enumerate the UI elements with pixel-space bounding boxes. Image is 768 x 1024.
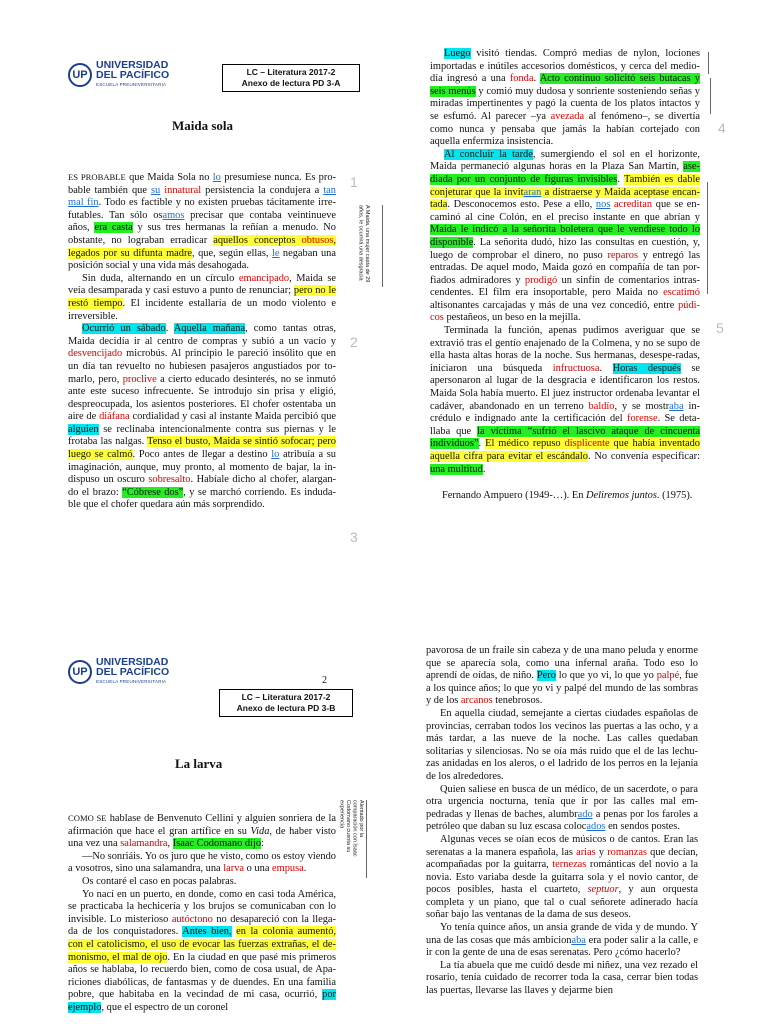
margin-number-4: 4 (718, 120, 726, 136)
margin-number-5: 5 (716, 320, 724, 336)
course-box-3b (219, 689, 353, 717)
story2-body-left: COMO SE hablase de Benvenuto Cellini y alguien sonriera de la afirmación que hace el gran artífice en su Vida, de haber visto una vez una salamandra, Isaac Codomano dijo: —No sonriáis. Yo os juro que he visto, como os estoy viendo a vosotros, sino una salamandra, una larva o una empusa. Os contaré el caso en pocas palabras. Yo nací en un puerto, en donde, como en casi toda América, se practicaba la hechicería y los brujos se comunicaban con lo invisible. Lo misterioso autóctono no desapareció con la llega-da de los conquistadores. Antes bien, en la colonia aumentó, con el catolicismo, el uso de evocar las fuerzas extrañas, el de-monismo, el mal de ojo. En la ciudad en que pasé mis primeros años se hablaba, lo recuerdo bien, como de cosa usual, de Apa-riciones diabólicas, de fantasmas y de duendes. En una familia pobre, que habitaba en la vecindad de mi casa, ocurrió, por ejemplo, que el espectro de un coronel (68, 813, 337, 1013)
logo-line-3: ESCUELA PREUNIVERSITARIA (96, 82, 167, 87)
university-seal-icon-2: UP (68, 660, 92, 684)
logo-line-1: UNIVERSIDAD (96, 59, 169, 71)
story-title-2: La larva (175, 756, 223, 771)
story2-body-right: pavorosa de un fraile sin cabeza y de una mano peluda y enorme que se aparecía sola, como una infernal araña. Todo eso lo aprendí de oídas, de niño. Pero lo que yo vi, lo que yo palpé, fue a los quince años; lo que yo vi y palpé del mundo de las sombras y de los arcanos tenebrosos. En aquella ciudad, semejante a ciertas ciudades españolas de provincias, cerraban todos los vecinos las puertas a las ocho, y a más tardar, a las nueve de la noche. Las calles quedaban solitarias y silenciosas. No se oía más ruido que el de las lechu-zas anidadas en los aleros, o el ladrido de los perros en la lejanía de los alrededores. Quien saliese en busca de un médico, de un sacerdote, o para otra urgencia nocturna, tenía que ir por las calles mal em-pedradas y llenas de baches, alumbrado a penas por los faroles a petróleo que daban su luz escasa colocados en sendos postes. Algunas veces se oían ecos de músicos o de cantos. Eran las serenatas a la manera española, las arias y romanzas que decían, acompañadas por la guitarra, ternezas románticas del novio a la novia. Esto variaba desde la guitarra sola y el novio cantor, de pocos posibles, hasta el cuarteto, septuor, y aun orquesta completa y un piano, que tal o cual señorete adinerado hacía soñar bajo las ventanas de la dama de sus deseos. Yo tenía quince años, un ansia grande de vida y de mundo. Y una de las cosas que más ambicionaba era poder salir a la calle, e ir con la gente de una de esas serenatas. Pero ¿cómo hacerlo? La tía abuela que me cuidó desde mi niñez, una vez rezado el rosario, tenía cuidado de recorrer toda la casa, cerrar bien todas las puertas, llevarse las llaves y dejarme bien (426, 645, 699, 997)
attribution-year: . (1975). (656, 490, 693, 501)
margin-number-3: 3 (350, 529, 358, 545)
attribution-book: Deliremos juntos (586, 490, 657, 501)
margin-bracket-4 (707, 182, 708, 294)
logo-line-3-2: ESCUELA PREUNIVERSITARIA (96, 679, 167, 684)
story-body-left: ES PROBABLE que Maida Sola no lo presumiese nunca. Es pro-bable también que su innatural persistencia la condujera a tan mal fin. Todo es factible y no existen pruebas tácitamente irre-futables. Tan sólo osamos precisar que contaba veintinueve años, era casta y sus tres hermanas la reñían a menudo. No obstante, no lograban erradicar aquellos conceptos obtusos, legados por su difunta madre, que, según ellas, le negaban una posición social y una vida más desahogada. Sin duda, alternando en un círculo emancipado, Maida se veía desamparada y casi estuvo a punto de renunciar; pero no le restó tiempo. El incidente estallaría de un modo violento e irreversible. Ocurrió un sábado. Aquella mañana, como tantas otras, Maida decidía ir al centro de compras y subió a un vacío y desvencijado microbús. Al principio le pareció insólito que en un día tan revuelto no hubiesen pasajeros angustiados por to-marlo, pero, proclive a cierto educado desinterés, no se inmutó ante este suceso infrecuente. Se introdujo sin prisa y eligió, despreocupada, los asientos posteriores. El chofer ostentaba un aire de diáfana cordialidad y casi al instante Maida percibió que alguien se reclinaba intencionalmente contra sus piernas y le frotaba las nalgas. Tenso el busto, Maida se sintió sofocar; pero luego se calmó. Poco antes de llegar a destino lo atribuía a su imaginación, aunque, muy pronto, al momento de bajar, la in-dispuso un oscuro sobresalto. Habíale dicho al chofer, alargan-do el brazo: “Cóbrese dos”, y se marchó corriendo. Es induda-ble que el chofer quedara aún más sorprendido. (68, 172, 337, 511)
course-label-2: LC – Literatura 2017-2 (241, 692, 331, 702)
margin-bracket-2 (708, 52, 709, 74)
story-title: Maida sola (172, 118, 234, 133)
story-body-right: Luego visitó tiendas. Compró medias de nylon, lociones importadas e inútiles accesorios domésticos, y cerca del medio-día ingresó a una fonda. Acto continuo solicitó seis butacas y seis menús y comió muy dudosa y sonriente sosteniendo señas y miradas impertinentes y pagó la cuenta de los platos intactos y se esfumó. Al parecer –ya avezada al fenómeno–, se divertía como nunca y pensaba que jamás la habían cortejado con aquella enfermiza insistencia. Al concluir la tarde, sumergiendo el sol en el horizonte, Maida permaneció algunas horas en la Plaza San Martín, ase-diada por un conjunto de figuras invisibles. También es dable conjeturar que la invitaran a distraerse y Maida aceptase encan-tada. Desconocemos esto. Pese a ello, nos acreditan que se en-caminó al cine Colón, en el preciso instante en que abrían y Maida le indicó a la señorita boletera que le vendiese todo lo disponible. La señorita dudó, hizo las consultas en cuestión, y, luego de comprobar el dinero, no puso reparos y entregó las entradas. De aquel modo, Maida gozó en compañía de tan por-fiados admiradores y prodigó un sinfín de comentarios intras-cendentes. El film era insoportable, pero Maida no escatimó altisonantes carcajadas y más de una vez concedió, entre púdi-cos pestañeos, un beso en la mejilla. Terminada la función, apenas pudimos averiguar que se extravió tras el gentío enajenado de la Colmena, y no se supo de ella hasta altas horas de la noche. Sus hermanas, desespe-radas, iniciaron una búsqueda infructuosa. Horas después se apersonaron al lugar de la desgracia e identificaron los restos. Maida Sola había muerto. El juez instructor ordenaba levantar el cadáver, abandonado en un terreno baldío, y se mostraba in-crédulo e indignado ante la certificación del forense. Se deta-llaba que la víctima “sufrió el lascivo ataque de cincuenta individuos”. El médico repuso displicente que había inventado aquella cifra para evitar el escándalo. No convenía especificar: una multitud. (430, 48, 701, 475)
course-label: LC – Literatura 2017-2 (246, 67, 336, 77)
margin-bracket-5 (366, 800, 367, 878)
course-box-3a (222, 64, 360, 92)
margin-number-1: 1 (350, 174, 358, 190)
page-number: 2 (322, 675, 327, 686)
logo-line-2: DEL PACÍFICO (96, 69, 170, 81)
logo-line-2-2: DEL PACÍFICO (96, 666, 170, 678)
university-logo (68, 60, 169, 90)
attribution (442, 490, 692, 501)
margin-bracket-1 (382, 205, 383, 287)
university-seal-icon: UP (68, 63, 92, 87)
margin-note-1: A Maida, una mujer casta de 29 años, le ocurrirá una desgracia (357, 205, 370, 283)
annex-label-2: Anexo de lectura PD 3-B (236, 703, 336, 713)
attribution-author: Fernando Ampuero (1949-…). En (442, 490, 586, 501)
annex-label: Anexo de lectura PD 3-A (241, 78, 341, 88)
margin-note-2: Alentado por la comparación con Isaac Codomano cuenta su experiencia (338, 800, 364, 857)
margin-number-2: 2 (350, 334, 358, 350)
university-logo-2 (68, 657, 169, 687)
logo-line-1-2: UNIVERSIDAD (96, 656, 169, 668)
margin-bracket-3 (710, 78, 711, 114)
